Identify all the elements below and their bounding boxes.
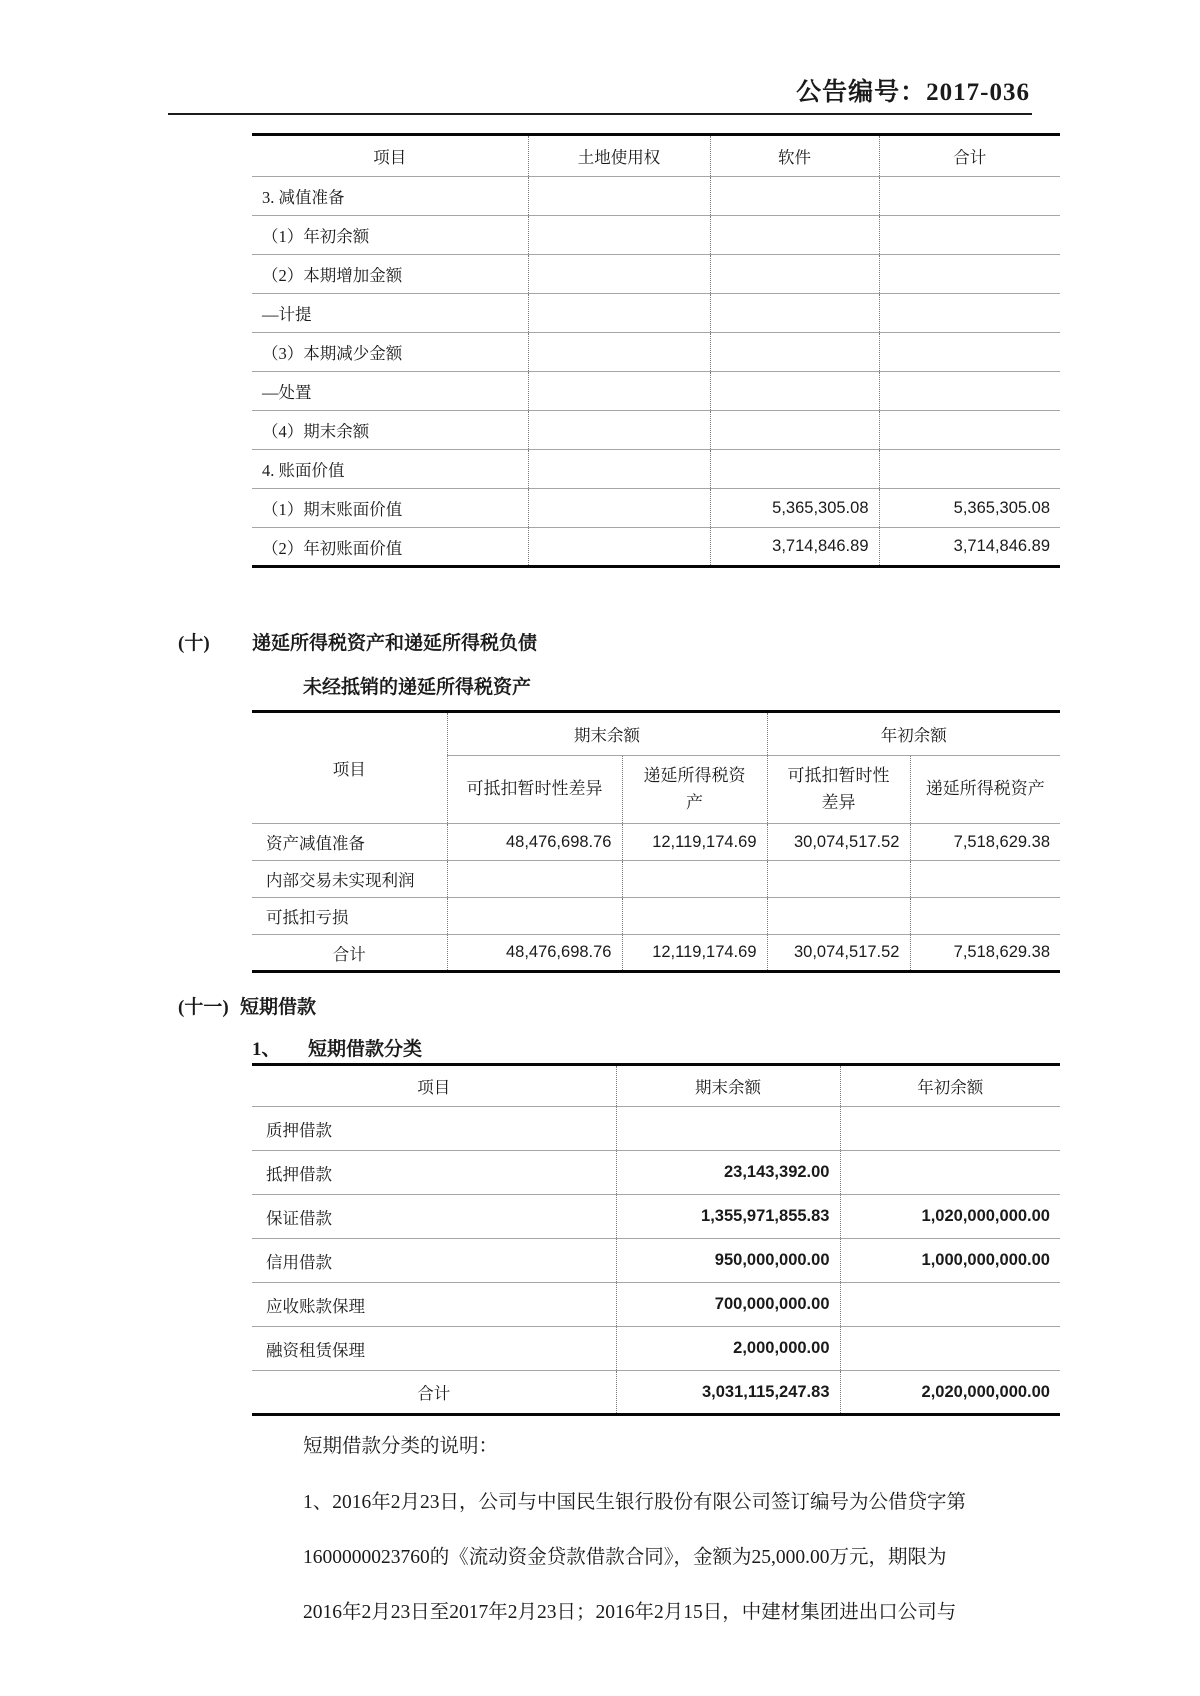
row-label: 内部交易未实现利润 — [252, 861, 447, 898]
item-title: 短期借款分类 — [308, 1039, 423, 1060]
short-term-borrowings-item-heading — [252, 1034, 422, 1061]
cell-value — [622, 861, 767, 898]
row-label: （2）年初账面价值 — [252, 528, 528, 567]
section-number: (十一) — [178, 997, 229, 1018]
cell-land — [528, 255, 710, 294]
row-label: —计提 — [252, 294, 528, 333]
deferred-tax-subtitle: 未经抵销的递延所得税资产 — [303, 677, 532, 698]
cell-total — [879, 294, 1060, 333]
cell-ending: 1,355,971,855.83 — [616, 1195, 840, 1239]
table-row — [252, 411, 1060, 450]
cell-land — [528, 528, 710, 567]
note-line-3: 2016年2月23日至2017年2月23日；2016年2月15日，中建材集团进出口公司与 — [303, 1602, 957, 1623]
header-cell-item: 项目 — [252, 712, 447, 824]
row-label: 4. 账面价值 — [252, 450, 528, 489]
row-label: （2）本期增加金额 — [252, 255, 528, 294]
cell-software — [710, 333, 879, 372]
cell-software — [710, 411, 879, 450]
cell-land — [528, 177, 710, 216]
header-rule — [168, 113, 1032, 115]
row-label: 信用借款 — [252, 1239, 616, 1283]
subcol-deductible-diff-begin: 可抵扣暂时性差异 — [767, 756, 910, 824]
cell-value: 12,119,174.69 — [622, 824, 767, 861]
header-cell-item: 项目 — [252, 135, 528, 177]
row-label: 应收账款保理 — [252, 1283, 616, 1327]
table-header-row — [252, 135, 1060, 177]
cell-land — [528, 450, 710, 489]
table-header-row — [252, 712, 1060, 756]
cell-software — [710, 372, 879, 411]
note-line-2: 1600000023760的《流动资金贷款借款合同》，金额为25,000.00万元，期限为 — [303, 1547, 947, 1568]
row-label-total: 合计 — [252, 1371, 616, 1415]
section-title: 短期借款 — [240, 997, 317, 1018]
cell-total — [879, 216, 1060, 255]
section-11-heading — [178, 992, 316, 1019]
cell-beginning — [840, 1107, 1060, 1151]
section-title: 递延所得税资产和递延所得税负债 — [252, 633, 538, 654]
table-row — [252, 824, 1060, 861]
cell-value — [910, 898, 1060, 935]
header-cell-software: 软件 — [710, 135, 879, 177]
table-row — [252, 255, 1060, 294]
subcol-deferred-tax-asset-end: 递延所得税资产 — [622, 756, 767, 824]
table-row — [252, 450, 1060, 489]
group-header-ending-balance: 期末余额 — [447, 712, 767, 756]
cell-ending: 700,000,000.00 — [616, 1283, 840, 1327]
cell-value — [767, 861, 910, 898]
row-label: 抵押借款 — [252, 1151, 616, 1195]
table-row — [252, 1283, 1060, 1327]
row-label: 融资租赁保理 — [252, 1327, 616, 1371]
cell-software: 5,365,305.08 — [710, 489, 879, 528]
table-row — [252, 528, 1060, 567]
subcol-deductible-diff-end: 可抵扣暂时性差异 — [447, 756, 622, 824]
cell-beginning: 1,000,000,000.00 — [840, 1239, 1060, 1283]
cell-value: 12,119,174.69 — [622, 935, 767, 972]
group-header-beginning-balance: 年初余额 — [767, 712, 1060, 756]
note-line-1: 1、2016年2月23日，公司与中国民生银行股份有限公司签订编号为公借贷字第 — [303, 1492, 967, 1513]
cell-value — [447, 898, 622, 935]
row-label: —处置 — [252, 372, 528, 411]
cell-value: 7,518,629.38 — [910, 935, 1060, 972]
item-number: 1、 — [252, 1039, 281, 1060]
table-row — [252, 1327, 1060, 1371]
table-total-row — [252, 935, 1060, 972]
notes-title: 短期借款分类的说明： — [303, 1436, 499, 1457]
table-row — [252, 1195, 1060, 1239]
cell-total — [879, 177, 1060, 216]
cell-value: 30,074,517.52 — [767, 824, 910, 861]
row-label: 3. 减值准备 — [252, 177, 528, 216]
cell-value — [622, 898, 767, 935]
cell-total — [879, 333, 1060, 372]
cell-software: 3,714,846.89 — [710, 528, 879, 567]
cell-land — [528, 333, 710, 372]
short-term-borrowings-table — [252, 1063, 1060, 1416]
table-row — [252, 372, 1060, 411]
cell-ending: 950,000,000.00 — [616, 1239, 840, 1283]
cell-land — [528, 411, 710, 450]
row-label: 保证借款 — [252, 1195, 616, 1239]
cell-total: 3,714,846.89 — [879, 528, 1060, 567]
cell-value — [447, 861, 622, 898]
cell-software — [710, 294, 879, 333]
row-label: （1）年初余额 — [252, 216, 528, 255]
table-header-row — [252, 1065, 1060, 1107]
table-row — [252, 177, 1060, 216]
cell-software — [710, 177, 879, 216]
table-row — [252, 861, 1060, 898]
cell-value — [910, 861, 1060, 898]
cell-beginning — [840, 1283, 1060, 1327]
row-label-total: 合计 — [252, 935, 447, 972]
header-cell-total: 合计 — [879, 135, 1060, 177]
cell-land — [528, 294, 710, 333]
table-row — [252, 1107, 1060, 1151]
header-cell-ending-balance: 期末余额 — [616, 1065, 840, 1107]
cell-total — [879, 411, 1060, 450]
announcement-number: 公告编号：2017-036 — [796, 79, 1030, 106]
header-cell-land-use-right: 土地使用权 — [528, 135, 710, 177]
row-label: （4）期末余额 — [252, 411, 528, 450]
table-row — [252, 489, 1060, 528]
cell-beginning — [840, 1151, 1060, 1195]
cell-beginning: 2,020,000,000.00 — [840, 1371, 1060, 1415]
deferred-tax-table — [252, 710, 1060, 973]
table-row — [252, 1151, 1060, 1195]
table-row — [252, 898, 1060, 935]
cell-software — [710, 216, 879, 255]
cell-land — [528, 372, 710, 411]
table-row — [252, 1239, 1060, 1283]
cell-ending: 23,143,392.00 — [616, 1151, 840, 1195]
cell-total: 5,365,305.08 — [879, 489, 1060, 528]
row-label: 质押借款 — [252, 1107, 616, 1151]
table-row — [252, 216, 1060, 255]
cell-total — [879, 372, 1060, 411]
cell-total — [879, 255, 1060, 294]
intangible-assets-table — [252, 133, 1060, 568]
cell-value: 7,518,629.38 — [910, 824, 1060, 861]
cell-land — [528, 489, 710, 528]
cell-software — [710, 450, 879, 489]
cell-beginning — [840, 1327, 1060, 1371]
cell-ending: 3,031,115,247.83 — [616, 1371, 840, 1415]
cell-ending — [616, 1107, 840, 1151]
table-row — [252, 294, 1060, 333]
row-label: 可抵扣亏损 — [252, 898, 447, 935]
header-cell-beginning-balance: 年初余额 — [840, 1065, 1060, 1107]
cell-software — [710, 255, 879, 294]
table-row — [252, 333, 1060, 372]
cell-value — [767, 898, 910, 935]
row-label: （3）本期减少金额 — [252, 333, 528, 372]
cell-ending: 2,000,000.00 — [616, 1327, 840, 1371]
cell-value: 30,074,517.52 — [767, 935, 910, 972]
cell-value: 48,476,698.76 — [447, 935, 622, 972]
table-total-row — [252, 1371, 1060, 1415]
header-cell-item: 项目 — [252, 1065, 616, 1107]
section-10-heading — [178, 628, 537, 655]
subcol-deferred-tax-asset-begin: 递延所得税资产 — [910, 756, 1060, 824]
cell-beginning: 1,020,000,000.00 — [840, 1195, 1060, 1239]
row-label: 资产减值准备 — [252, 824, 447, 861]
section-number: (十) — [178, 633, 210, 654]
cell-value: 48,476,698.76 — [447, 824, 622, 861]
row-label: （1）期末账面价值 — [252, 489, 528, 528]
cell-land — [528, 216, 710, 255]
cell-total — [879, 450, 1060, 489]
